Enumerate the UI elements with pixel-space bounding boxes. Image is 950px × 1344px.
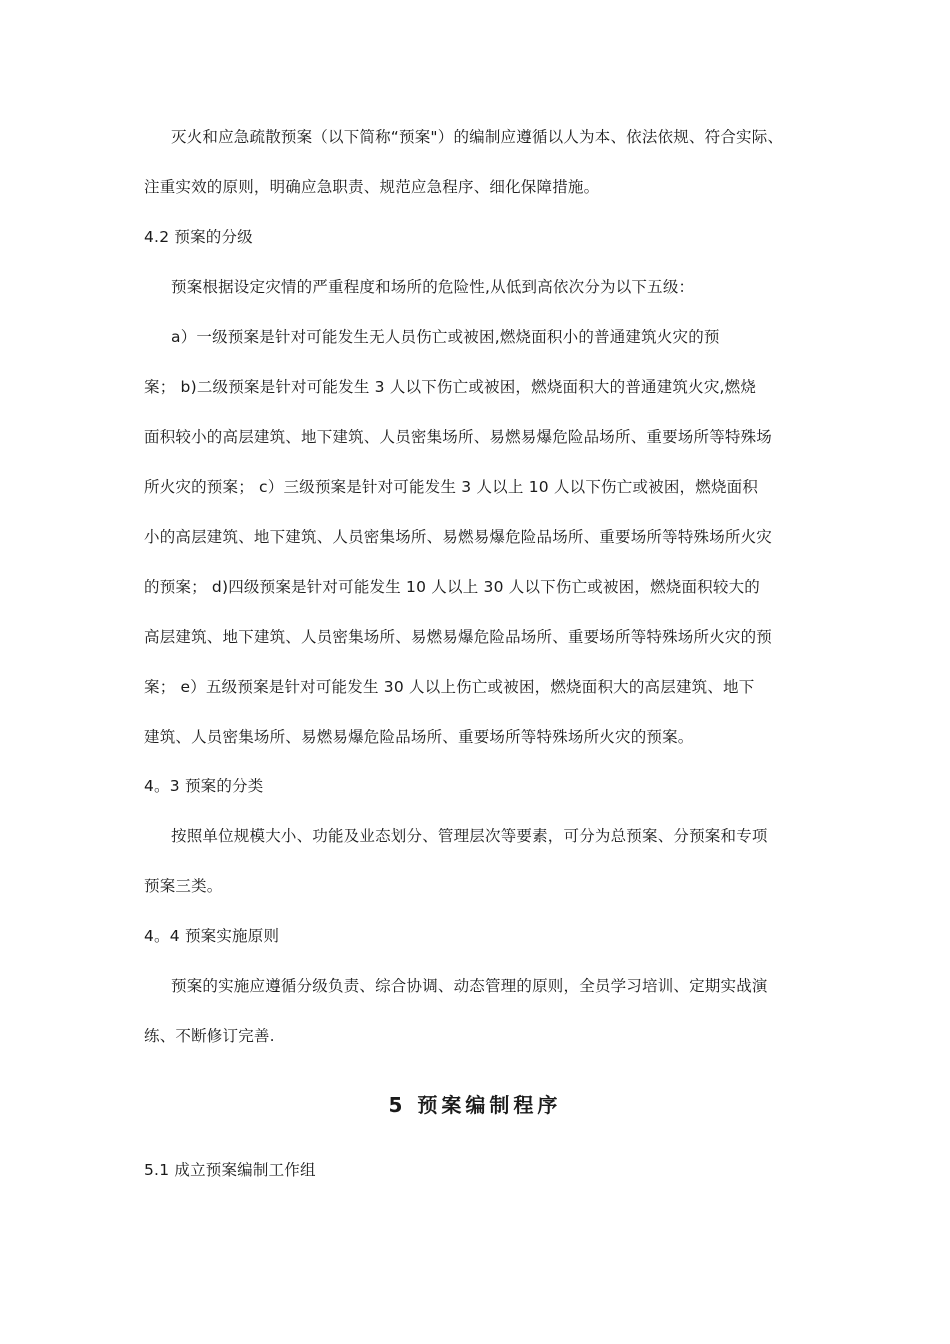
section-heading-4-3: 4。3 预案的分类 — [144, 777, 264, 795]
section-heading-5-1: 5.1 成立预案编制工作组 — [144, 1161, 316, 1179]
section-heading-4-4: 4。4 预案实施原则 — [144, 927, 280, 945]
level-text-line-8: 案； e）五级预案是针对可能发生 30 人以上伤亡或被困，燃烧面积大的高层建筑、地下 — [144, 678, 755, 696]
paragraph-levels-intro: 预案根据设定灾情的严重程度和场所的危险性,从低到高依次分为以下五级： — [171, 278, 695, 296]
paragraph-implementation-line-1: 预案的实施应遵循分级负责、综合协调、动态管理的原则，全员学习培训、定期实战演 — [171, 977, 768, 995]
paragraph-principles-line-2: 注重实效的原则，明确应急职责、规范应急程序、细化保障措施。 — [144, 178, 600, 196]
paragraph-classification-line-1: 按照单位规模大小、功能及业态划分、管理层次等要素，可分为总预案、分预案和专项 — [171, 827, 768, 845]
section-heading-4-2: 4.2 预案的分级 — [144, 228, 253, 246]
level-text-line-2: 案； b)二级预案是针对可能发生 3 人以下伤亡或被困，燃烧面积大的普通建筑火灾,燃烧 — [144, 378, 757, 396]
level-text-line-9: 建筑、人员密集场所、易燃易爆危险品场所、重要场所等特殊场所火灾的预案。 — [144, 728, 694, 746]
level-text-line-4: 所火灾的预案； c）三级预案是针对可能发生 3 人以上 10 人以下伤亡或被困，燃烧面积 — [144, 478, 759, 496]
paragraph-principles-line-1: 灭火和应急疏散预案（以下简称“预案"）的编制应遵循以人为本、依法依规、符合实际、 — [171, 128, 784, 146]
level-text-line-3: 面积较小的高层建筑、地下建筑、人员密集场所、易燃易爆危险品场所、重要场所等特殊场 — [144, 428, 773, 446]
paragraph-classification-line-2: 预案三类。 — [144, 877, 223, 895]
level-text-line-6: 的预案； d)四级预案是针对可能发生 10 人以上 30 人以下伤亡或被困，燃烧面积较大的 — [144, 578, 760, 596]
chapter-5-title: 5 预案编制程序 — [388, 1093, 562, 1117]
level-text-line-1: a）一级预案是针对可能发生无人员伤亡或被困,燃烧面积小的普通建筑火灾的预 — [171, 328, 720, 346]
paragraph-implementation-line-2: 练、不断修订完善. — [144, 1027, 275, 1045]
level-text-line-7: 高层建筑、地下建筑、人员密集场所、易燃易爆危险品场所、重要场所等特殊场所火灾的预 — [144, 628, 773, 646]
level-text-line-5: 小的高层建筑、地下建筑、人员密集场所、易燃易爆危险品场所、重要场所等特殊场所火灾 — [144, 528, 773, 546]
